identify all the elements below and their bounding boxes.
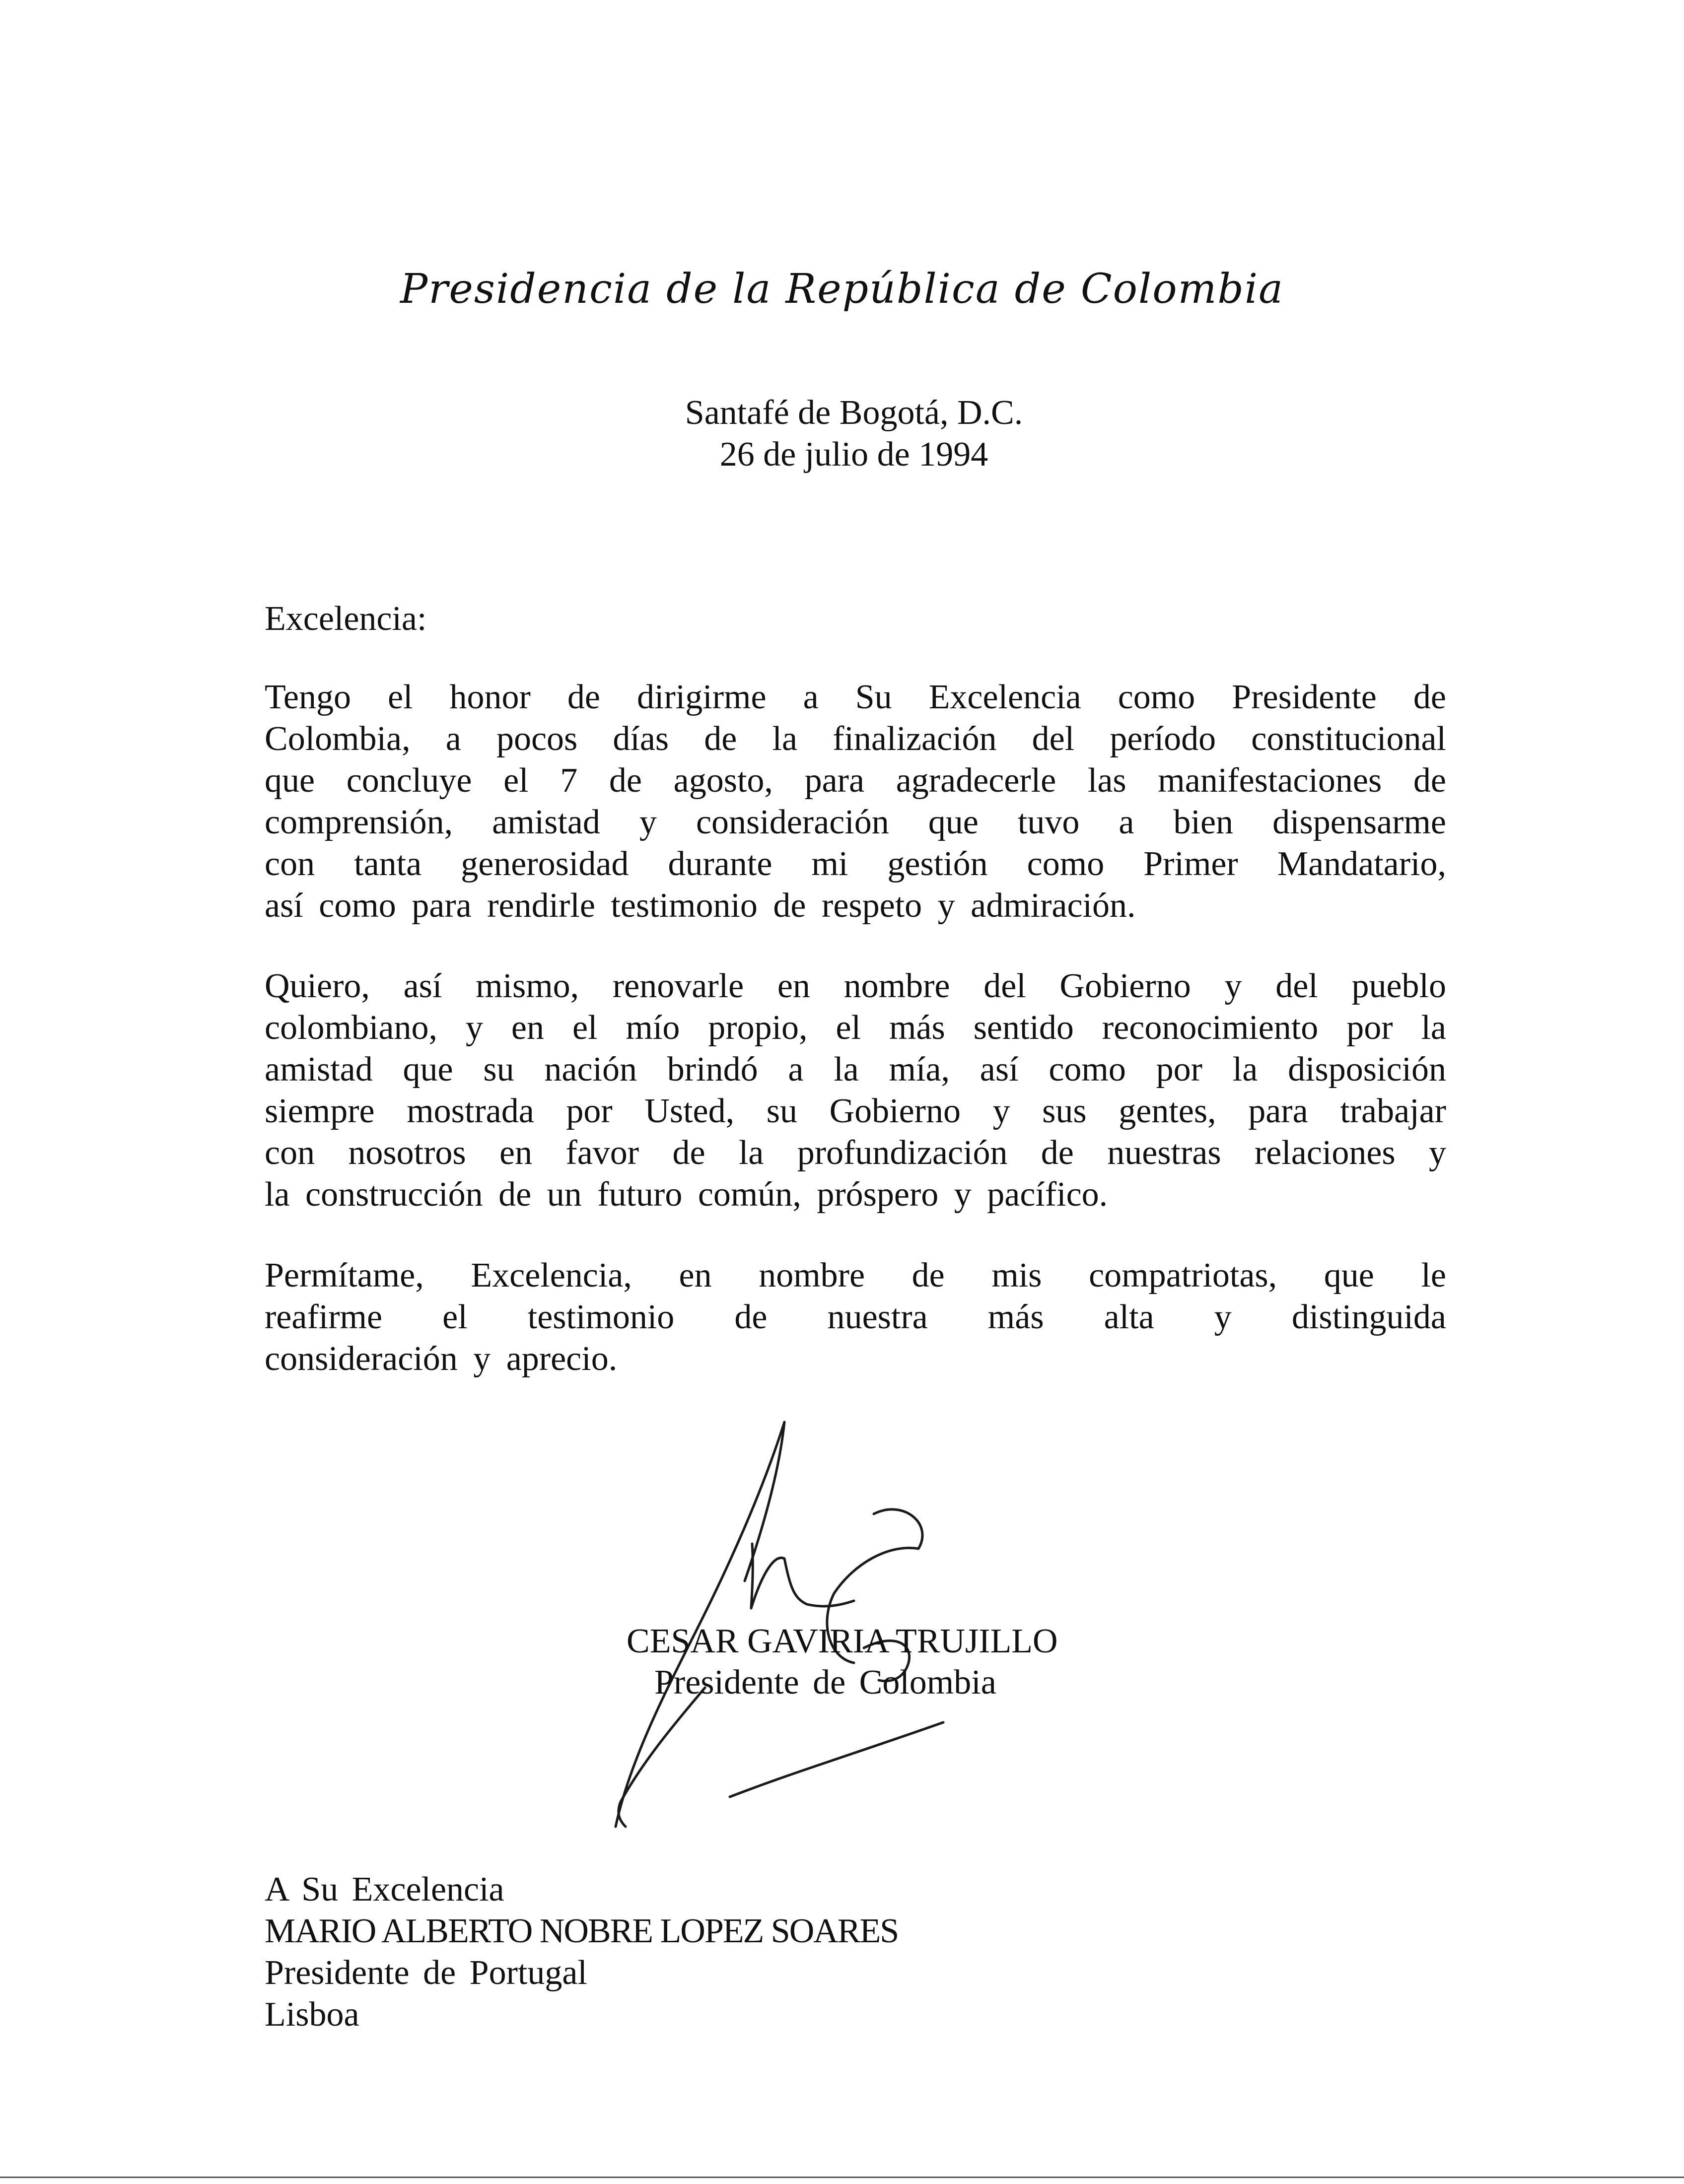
addressee-block xyxy=(265,1869,898,2036)
paragraph-3 xyxy=(265,1255,1446,1380)
signatory-title: Presidente de Colombia xyxy=(654,1663,996,1702)
paragraph-line: reafirme el testimonio de nuestra más alta y distinguida xyxy=(265,1298,1446,1336)
paragraph-line: la construcción de un futuro común, próspero y pacífico. xyxy=(265,1175,1108,1214)
addressee-city: Lisboa xyxy=(265,1995,359,2034)
paragraph-line: con nosotros en favor de la profundización de nuestras relaciones y xyxy=(265,1134,1446,1172)
paragraph-line: siempre mostrada por Usted, su Gobierno y sus gentes, para trabajar xyxy=(265,1092,1446,1130)
paragraph-line: así como para rendirle testimonio de respeto y admiración. xyxy=(265,887,1136,925)
place: Santafé de Bogotá, D.C. xyxy=(685,394,1023,432)
letterhead: Presidencia de la República de Colombia xyxy=(400,266,1284,313)
paragraph-line: con tanta generosidad durante mi gestión como Primer Mandatario, xyxy=(265,845,1446,883)
addressee-name: MARIO ALBERTO NOBRE LOPEZ SOARES xyxy=(265,1912,899,1950)
paragraph-line: colombiano, y en el mío propio, el más sentido reconocimiento por la xyxy=(265,1009,1446,1047)
paragraph-2 xyxy=(265,965,1446,1216)
paragraph-line: Colombia, a pocos días de la finalización del período constitucional xyxy=(265,720,1446,758)
addressee-title: Presidente de Portugal xyxy=(265,1954,587,1992)
paragraph-line: consideración y aprecio. xyxy=(265,1340,618,1378)
date: 26 de julio de 1994 xyxy=(719,435,988,474)
footer-divider xyxy=(0,2177,1684,2178)
paragraph-line: comprensión, amistad y consideración que tuvo a bien dispensarme xyxy=(265,803,1446,841)
paragraph-line: Tengo el honor de dirigirme a Su Excelencia como Presidente de xyxy=(265,678,1446,716)
paragraph-line: Quiero, así mismo, renovarle en nombre del Gobierno y del pueblo xyxy=(265,967,1446,1005)
paragraph-1 xyxy=(265,677,1446,927)
salutation: Excelencia: xyxy=(265,600,427,638)
paragraph-line: amistad que su nación brindó a la mía, así como por la disposición xyxy=(265,1050,1446,1089)
addressee-salutation: A Su Excelencia xyxy=(265,1870,504,1909)
signatory-name: CESAR GAVIRIA TRUJILLO xyxy=(627,1622,1058,1660)
paragraph-line: que concluye el 7 de agosto, para agradecerle las manifestaciones de xyxy=(265,761,1446,800)
paragraph-line: Permítame, Excelencia, en nombre de mis compatriotas, que le xyxy=(265,1256,1446,1295)
